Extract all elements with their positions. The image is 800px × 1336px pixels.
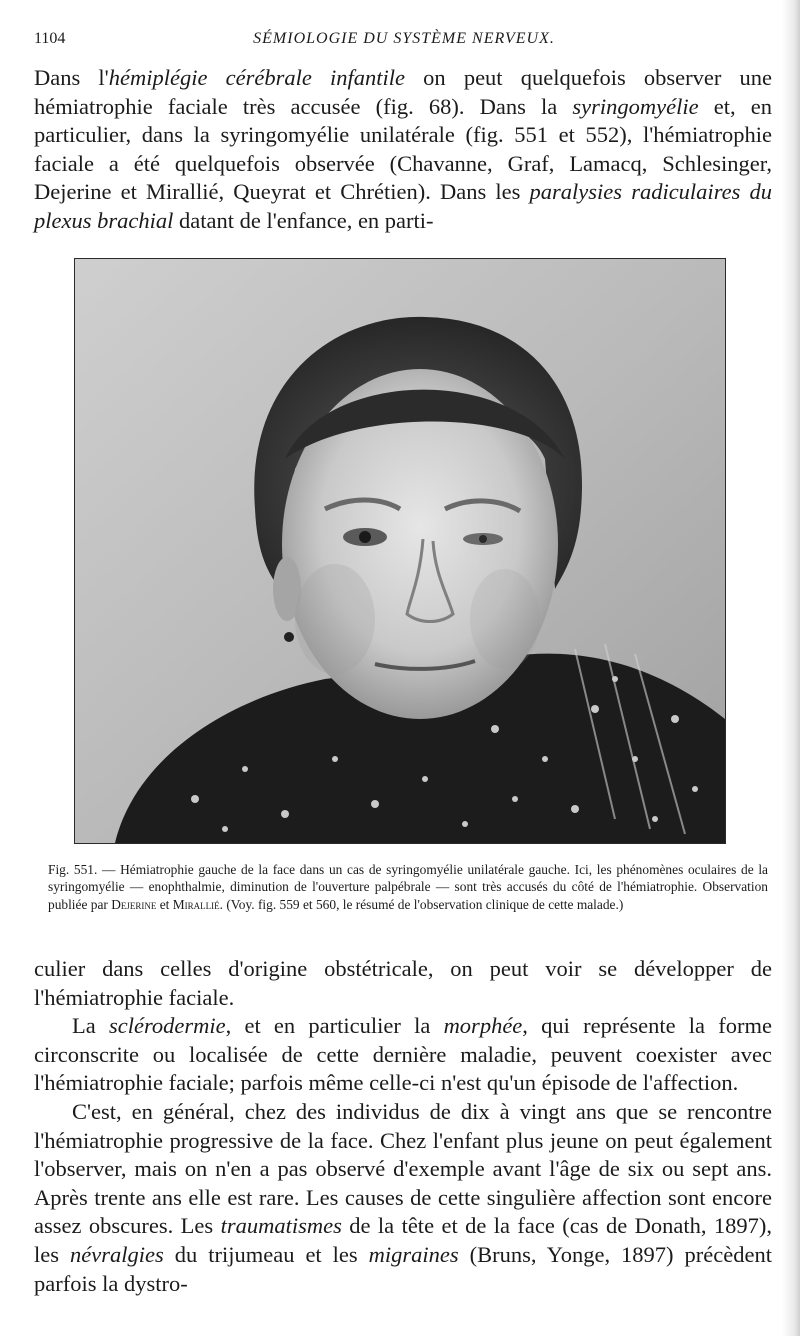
- text-run: , qui représente la forme circonscrite ou localisée de cette dernière maladie, peuvent coexister avec l'hémiatrophie faciale; parfois même celle-ci n'est qu'un épisode de l'affection.: [34, 1013, 772, 1096]
- text-run: La: [72, 1013, 109, 1039]
- italic-term: sclérodermie: [108, 1013, 226, 1039]
- italic-term: migraines: [368, 1241, 459, 1267]
- page-header: [34, 30, 774, 56]
- continuation-text: [34, 955, 772, 1298]
- caption-text: . (Voy. fig. 559 et 560, le résumé de l'observation clinique de cette malade.): [219, 896, 624, 912]
- italic-term: paralysies radiculaires du plexus brachial: [34, 179, 773, 233]
- caption-author: Mirallié: [172, 896, 220, 912]
- paragraph-obstetrical: culier dans celles d'origine obstétricale, on peut voir se développer de l'hémiatrophie faciale.: [34, 956, 772, 1010]
- figure-caption: [48, 861, 768, 913]
- text-run: du trijumeau et les: [163, 1241, 369, 1267]
- text-run: , et en particulier la: [225, 1013, 444, 1039]
- running-title: SÉMIOLOGIE DU SYSTÈME NERVEUX.: [253, 30, 555, 47]
- text-run: C'est, en général, chez des individus de dix à vingt ans que se rencontre l'hémiatrophie progressive de la face. Chez l'enfant plus jeune on peut également l'observer, mais on n'en a pas observé d'exemple avant l'âge de six ou sept ans. Après trente ans elle est rare. Les causes de cette singulière affection sont encore assez obscures. Les: [34, 1098, 772, 1239]
- italic-term: traumatismes: [220, 1213, 342, 1239]
- text-run: (Bruns, Yonge, 1897) précèdent parfois la dystro-: [34, 1241, 772, 1296]
- text-run: et, en particulier, dans la syringomyélie unilatérale (fig. 551 et 552), l'hémiatrophie faciale a été quelquefois observée (Chavanne, Graf, Lamacq, Schlesinger, Dejerine et Mirallié, Queyrat et Chrétien). Dans les: [34, 93, 772, 205]
- text-run: de la tête et de la face (cas de Donath, 1897), les: [34, 1213, 772, 1267]
- italic-term: hémiplégie cérébrale infantile: [108, 65, 405, 90]
- text-run: on peut quelquefois observer une hémiatrophie faciale très accusée (fig. 68). Dans la: [34, 65, 772, 119]
- page-number: 1104: [34, 30, 66, 47]
- text-run: datant de l'enfance, en parti-: [173, 207, 434, 233]
- italic-term: névralgies: [70, 1241, 164, 1267]
- text-run: Dans l': [34, 65, 109, 90]
- paragraph-age-causes: [34, 1098, 772, 1298]
- italic-term: syringomyélie: [572, 93, 699, 119]
- intro-paragraph: [34, 64, 772, 236]
- caption-text: et: [156, 896, 173, 912]
- caption-author: Dejerine: [111, 896, 157, 912]
- figure-photograph: [74, 258, 726, 844]
- italic-term: morphée: [443, 1013, 523, 1039]
- paragraph-sclerodermie: [34, 1012, 772, 1098]
- page-edge-shadow: [782, 0, 800, 1336]
- caption-text: Fig. 551. — Hémiatrophie gauche de la face dans un cas de syringomyélie unilatérale gauche. Ici, les phénomènes oculaires de la syringomyélie — enophthalmie, diminution de l'ouverture palpébrale — sont très accusés du côté de l'hémiatrophie. Observation publiée par: [48, 862, 768, 912]
- portrait-illustration: [75, 259, 725, 843]
